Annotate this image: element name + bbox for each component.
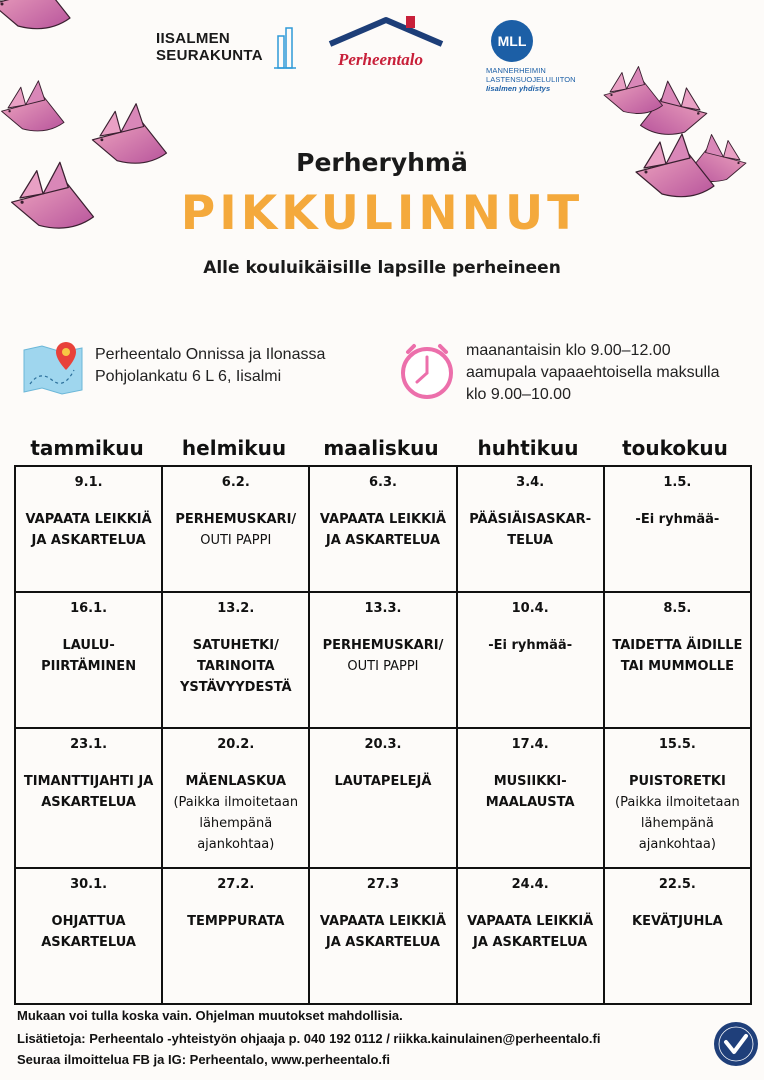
activity-title: VAPAATA LEIKKIÄ <box>25 512 152 527</box>
schedule-cell <box>309 592 456 728</box>
month-header-5: toukokuu <box>622 436 728 460</box>
activity-title: TAIDETTA ÄIDILLE <box>612 638 743 653</box>
mll-logo-line1: MANNERHEIMIN <box>486 66 546 75</box>
month-header-4: huhtikuu <box>477 436 579 460</box>
schedule-date: 20.3. <box>364 737 402 752</box>
schedule-cell <box>309 728 456 868</box>
schedule-cell <box>162 592 309 728</box>
parish-logo-line2: SEURAKUNTA <box>156 47 263 64</box>
church-tower-icon <box>274 26 296 70</box>
footer-note: Mukaan voi tulla koska vain. Ohjelman muutokset mahdollisia. <box>17 1008 403 1023</box>
activity-title: PÄÄSIÄISASKAR- <box>469 512 592 527</box>
schedule-date: 23.1. <box>70 737 108 752</box>
schedule-date: 17.4. <box>511 737 549 752</box>
schedule-cell <box>457 466 604 592</box>
activity-note: OUTI PAPPI <box>347 659 419 674</box>
schedule-date: 6.3. <box>368 475 397 490</box>
activity-title: TAI MUMMOLLE <box>620 659 734 674</box>
activity-note: lähempänä <box>199 816 273 831</box>
time-line1: maanantaisin klo 9.00–12.00 <box>466 342 671 359</box>
time-line2: aamupala vapaaehtoisella maksulla <box>466 364 720 381</box>
schedule-cell <box>604 466 751 592</box>
activity-title: ASKARTELUA <box>41 935 136 950</box>
footer-contact: Lisätietoja: Perheentalo -yhteistyön ohjaaja p. 040 192 0112 / riikka.kainulainen@perheentalo.fi <box>17 1031 601 1046</box>
bird-icon <box>0 0 70 29</box>
activity-title: PERHEMUSKARI/ <box>322 638 444 653</box>
schedule-date: 1.5. <box>663 475 692 490</box>
activity-title: LAUTAPELEJÄ <box>334 774 432 789</box>
schedule-date: 8.5. <box>663 601 692 616</box>
table-row <box>15 592 751 728</box>
schedule-date: 9.1. <box>74 475 103 490</box>
page-title: PIKKULINNUT <box>180 186 584 241</box>
activity-title: JA ASKARTELUA <box>325 533 441 548</box>
location-line2: Pohjolankatu 6 L 6, Iisalmi <box>95 368 282 385</box>
parish-logo-line1: IISALMEN <box>156 30 231 47</box>
schedule-cell <box>162 466 309 592</box>
schedule-date: 6.2. <box>221 475 250 490</box>
activity-title: JA ASKARTELUA <box>325 935 441 950</box>
schedule-cell <box>15 592 162 728</box>
schedule-date: 27.3 <box>366 877 399 892</box>
month-header-1: tammikuu <box>30 436 144 460</box>
schedule-cell <box>162 868 309 1004</box>
activity-title: KEVÄTJUHLA <box>632 914 723 929</box>
activity-title: OHJATTUA <box>51 914 126 929</box>
schedule-cell <box>604 868 751 1004</box>
activity-title: TEMPPURATA <box>187 914 285 929</box>
schedule-cell <box>309 868 456 1004</box>
activity-title: MÄENLASKUA <box>185 774 287 789</box>
schedule-date: 16.1. <box>70 601 108 616</box>
activity-title: PUISTORETKI <box>628 774 726 789</box>
mll-logo-mark: MLL <box>491 20 533 62</box>
activity-title: YSTÄVYYDESTÄ <box>179 680 292 695</box>
house-roof-icon <box>326 14 446 54</box>
schedule-cell <box>457 728 604 868</box>
activity-note: ajankohtaa) <box>197 837 275 852</box>
month-header-2: helmikuu <box>181 436 287 460</box>
footer-social: Seuraa ilmoittelua FB ja IG: Perheentalo, www.perheentalo.fi <box>17 1052 390 1067</box>
schedule-date: 13.2. <box>217 601 255 616</box>
schedule-cell <box>15 868 162 1004</box>
mll-logo-line2: LASTENSUOJELULIITON <box>486 75 576 84</box>
activity-note: (Paikka ilmoitetaan <box>615 795 740 810</box>
bird-icon <box>604 67 663 114</box>
activity-title: LAULU- <box>62 638 115 653</box>
activity-title: PERHEMUSKARI/ <box>175 512 297 527</box>
activity-title: -Ei ryhmää- <box>488 638 573 653</box>
activity-title: JA ASKARTELUA <box>31 533 146 548</box>
bird-icon <box>2 81 64 131</box>
page-subtitle: Perheryhmä <box>296 148 468 177</box>
activity-note: ajankohtaa) <box>638 837 716 852</box>
table-row <box>15 868 751 1004</box>
schedule-cell <box>457 868 604 1004</box>
location-info <box>95 344 325 388</box>
parish-logo <box>156 30 296 75</box>
activity-note: lähempänä <box>640 816 714 831</box>
activity-title: SATUHETKI/ <box>192 638 279 653</box>
mll-logo-line3: Iisalmen yhdistys <box>486 84 551 93</box>
activity-title: VAPAATA LEIKKIÄ <box>319 914 447 929</box>
month-header-3: maaliskuu <box>323 436 439 460</box>
activity-title: ASKARTELUA <box>41 795 136 810</box>
table-row <box>15 728 751 868</box>
schedule-cell <box>604 728 751 868</box>
activity-title: TELUA <box>507 533 554 548</box>
schedule-date: 13.3. <box>364 601 402 616</box>
activity-title: TARINOITA <box>197 659 275 674</box>
table-row <box>15 466 751 592</box>
schedule-date: 15.5. <box>658 737 696 752</box>
schedule-cell <box>309 466 456 592</box>
activity-title: TIMANTTIJAHTI JA <box>23 774 154 789</box>
activity-title: VAPAATA LEIKKIÄ <box>319 512 447 527</box>
time-line3: klo 9.00–10.00 <box>466 386 571 403</box>
schedule-date: 27.2. <box>217 877 255 892</box>
activity-note: (Paikka ilmoitetaan <box>173 795 299 810</box>
perheentalo-logo-text: Perheentalo <box>338 50 423 69</box>
time-info <box>466 340 720 406</box>
activity-title: MUSIIKKI- <box>493 774 567 789</box>
activity-title: -Ei ryhmää- <box>635 512 720 527</box>
activity-note: OUTI PAPPI <box>200 533 272 548</box>
mll-logo <box>486 20 596 100</box>
activity-title: MAALAUSTA <box>485 795 575 810</box>
schedule-date: 3.4. <box>516 475 545 490</box>
schedule-date: 24.4. <box>511 877 549 892</box>
schedule-date: 30.1. <box>70 877 108 892</box>
activity-title: PIIRTÄMINEN <box>41 659 137 674</box>
perheentalo-logo <box>326 14 446 78</box>
location-line1: Perheentalo Onnissa ja Ilonassa <box>95 346 326 363</box>
schedule-date: 22.5. <box>658 877 696 892</box>
schedule-cell <box>15 728 162 868</box>
schedule-cell <box>15 466 162 592</box>
map-pin-icon <box>22 340 84 396</box>
schedule-date: 20.2. <box>217 737 255 752</box>
activity-title: JA ASKARTELUA <box>473 935 588 950</box>
schedule-cell <box>457 592 604 728</box>
trust-seal-icon <box>712 1020 760 1068</box>
schedule-cell <box>604 592 751 728</box>
page-tagline: Alle kouluikäisille lapsille perheineen <box>203 258 561 278</box>
schedule-date: 10.4. <box>511 601 549 616</box>
schedule-table <box>14 465 752 1005</box>
activity-title: VAPAATA LEIKKIÄ <box>467 914 594 929</box>
clock-icon <box>398 342 456 400</box>
schedule-cell <box>162 728 309 868</box>
